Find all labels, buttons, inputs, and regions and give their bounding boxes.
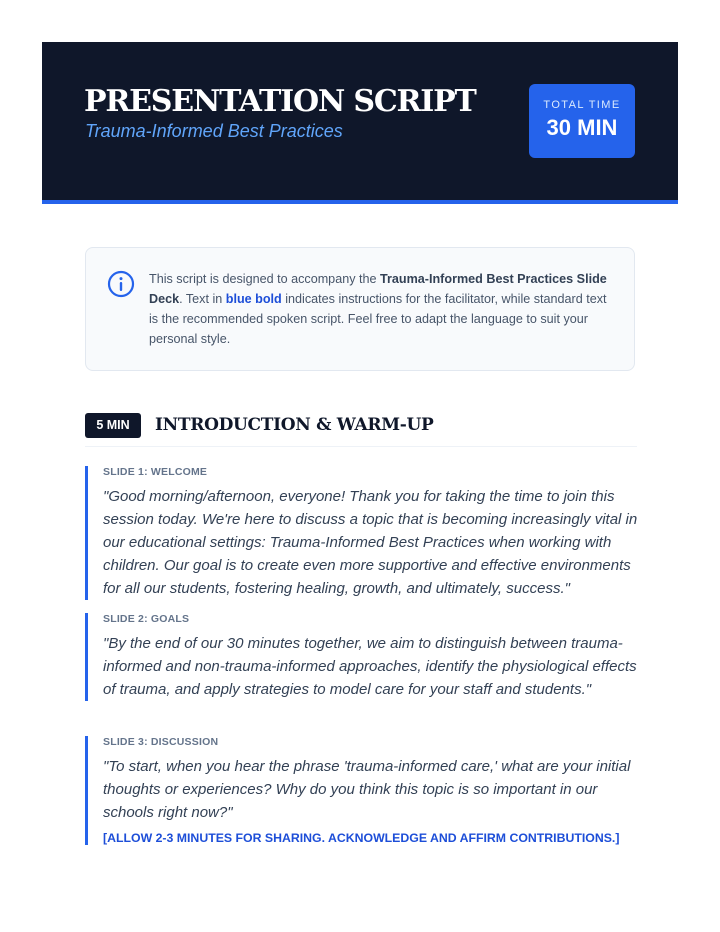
- slide-script-text: "Good morning/afternoon, everyone! Thank you for taking the time to join this session today. We're here to discuss a topic that is becoming increasingly vital in our educational settings: Trauma-Informed Best Practices when working with children. Our goal is to create even more supportive and effective environments for all our students, fostering healing, growth, and ultimately, success.": [103, 488, 638, 597]
- slide-script-block: [85, 736, 643, 845]
- note-deck-name: Trauma-Informed Best Practices Slide Deck: [149, 272, 607, 306]
- total-time-label: TOTAL TIME: [543, 99, 621, 111]
- slide-script-text: "By the end of our 30 minutes together, we aim to distinguish between trauma-informed and non-trauma-informed approaches, identify the physiological effects of trauma, and apply strategies to model care for your staff and students.": [103, 635, 637, 698]
- note-text: [149, 269, 609, 349]
- page-title: PRESENTATION SCRIPT: [84, 84, 476, 119]
- note-text-part: indicates instructions for the facilitator, while standard text is the recommended spoken script. Feel free to adapt the language to suit your personal style.: [149, 292, 607, 346]
- facilitator-note: [85, 247, 635, 371]
- slide-script-block: [85, 613, 643, 701]
- slide-label: SLIDE 2: GOALS: [103, 613, 190, 625]
- slide-script-block: [85, 466, 643, 600]
- section-header: [85, 413, 637, 447]
- facilitator-instruction: [ALLOW 2-3 MINUTES FOR SHARING. ACKNOWLEDGE AND AFFIRM CONTRIBUTIONS.]: [103, 831, 620, 845]
- page-subtitle: Trauma-Informed Best Practices: [85, 121, 343, 141]
- total-time-badge: [529, 84, 635, 158]
- slide-label: SLIDE 3: DISCUSSION: [103, 736, 219, 748]
- total-time-value: 30 MIN: [546, 115, 618, 140]
- note-text-part: This script is designed to accompany the: [149, 272, 380, 286]
- note-blue-bold-sample: blue bold: [225, 292, 282, 306]
- document-header: [42, 42, 678, 204]
- section-duration-badge: 5 MIN: [85, 413, 141, 438]
- slide-script-text: "To start, when you hear the phrase 'trauma-informed care,' what are your initial thoughts or experiences? Why do you think this topic is so important in our schools right now?": [103, 758, 631, 821]
- section-title: INTRODUCTION & WARM-UP: [155, 415, 434, 435]
- note-text-part: . Text in: [179, 292, 226, 306]
- slide-label: SLIDE 1: WELCOME: [103, 466, 208, 478]
- info-icon: [107, 270, 135, 298]
